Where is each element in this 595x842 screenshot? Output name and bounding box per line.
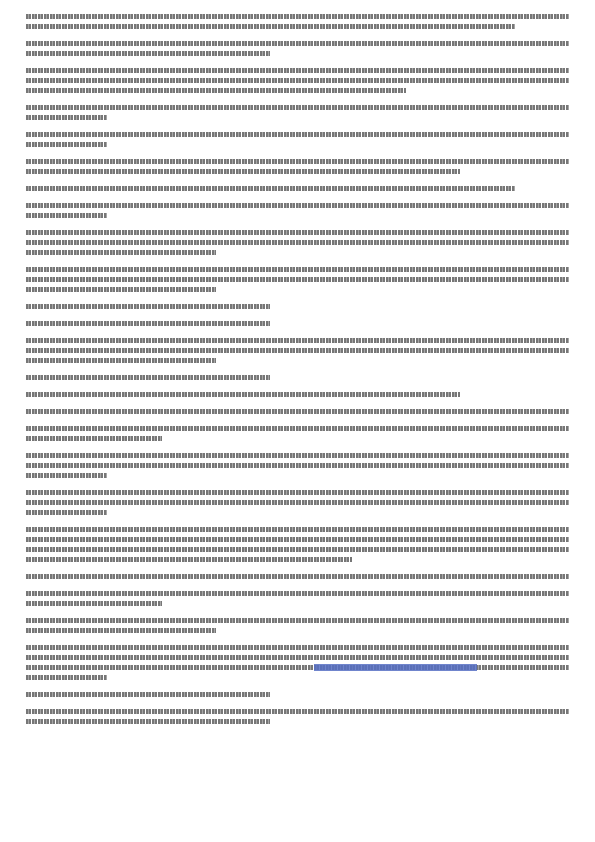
text-line [26,628,216,633]
text-line [26,213,107,218]
paragraph-31 [26,645,569,680]
text-line [26,24,515,29]
text-line [26,490,569,495]
text-line [26,358,216,363]
paragraph-24-10 [26,203,569,218]
text-line-with-link [26,665,569,670]
text-line [26,169,460,174]
paragraph-24-12 [26,267,569,292]
paragraph-24-7 [26,132,569,147]
text-line [26,675,107,680]
text-line [26,267,569,272]
paragraph-24-3 [26,14,569,29]
text-line [26,392,460,397]
text-line [26,547,569,552]
text-line [26,14,569,19]
text-line [26,537,569,542]
text-line [26,88,406,93]
text-line [26,527,569,532]
text-line [26,426,569,431]
text-line [26,719,270,724]
text-line [26,41,569,46]
paragraph-29 [26,591,569,606]
paragraph-24-8 [26,159,569,174]
text-line [26,230,569,235]
text-line [26,473,107,478]
text-line [26,203,569,208]
text-line [26,601,162,606]
text-line [26,338,569,343]
text-line [26,287,216,292]
paragraph-28 [26,574,569,579]
paragraph-24-11 [26,230,569,255]
paragraph-24-5 [26,68,569,93]
paragraph-27 [26,490,569,515]
text-line [26,68,569,73]
text-line [26,78,569,83]
paragraph-24-9 [26,186,569,191]
paragraph-26-2-b [26,409,569,414]
text-line [26,142,107,147]
text-line [26,105,569,110]
paragraph-26 [26,321,569,326]
text-line [26,655,569,660]
text-line [26,409,569,414]
text-line [26,463,569,468]
text-line [26,618,569,623]
text-line [26,51,270,56]
text-line [26,436,162,441]
text-line [26,645,569,650]
text-line [26,250,216,255]
paragraph-28-block [26,527,569,562]
paragraph-25 [26,304,569,309]
text-line [26,186,515,191]
paragraph-26-2-a [26,392,569,397]
text-line [26,321,270,326]
paragraph-26-3 [26,426,569,441]
paragraph-26-4 [26,453,569,478]
text-line [26,510,107,515]
text-line [26,500,569,505]
text-line [26,115,107,120]
text-line [26,692,270,697]
paragraph-31-1 [26,692,569,697]
text-line [26,591,569,596]
text-line [26,375,270,380]
text-line [26,304,270,309]
text-line [26,132,569,137]
paragraph-24-6 [26,105,569,120]
paragraph-26-1 [26,338,569,363]
law-hyperlink[interactable] [314,664,477,671]
paragraph-30 [26,618,569,633]
text-line [26,159,569,164]
text-line [26,277,569,282]
text-line [26,574,569,579]
text-line [26,709,569,714]
paragraph-24-4 [26,41,569,56]
text-line [26,240,569,245]
text-line [26,557,352,562]
paragraph-26-2 [26,375,569,380]
paragraph-31-1-a [26,709,569,724]
text-line [26,453,569,458]
text-line [26,348,569,353]
